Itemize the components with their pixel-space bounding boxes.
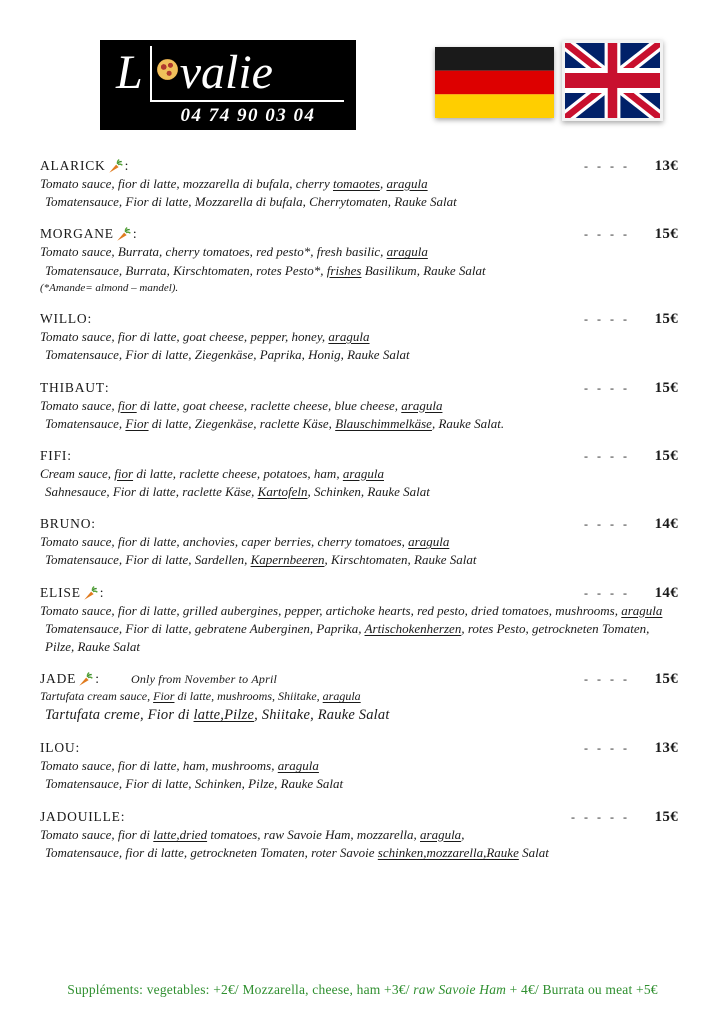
- underlined-text: aragula: [621, 602, 663, 618]
- menu-item-colon: :: [132, 226, 137, 242]
- menu-item-header: [40, 671, 678, 688]
- carrot-icon: [83, 586, 98, 601]
- restaurant-logo: [100, 40, 356, 130]
- logo-word-rest: valie: [179, 46, 273, 100]
- underlined-text: latte,Pilze: [193, 707, 255, 723]
- description-line: [40, 328, 678, 346]
- text-segment: di latte, Ziegenkäse, raclette Käse,: [148, 415, 336, 431]
- text-segment: Basilikum, Rauke Salat: [361, 262, 486, 278]
- text-segment: Tomato sauce,: [40, 397, 118, 413]
- underlined-text: aragula: [386, 176, 428, 191]
- text-segment: Tartufata cream sauce,: [40, 689, 154, 704]
- underlined-text: aragula: [277, 758, 319, 774]
- text-segment: , Rauke Salat.: [431, 415, 505, 431]
- menu-item-header: [40, 585, 678, 602]
- menu-item-header: [40, 158, 678, 175]
- menu-item-name: JADE: [40, 671, 77, 687]
- german-flag-image: [435, 47, 554, 118]
- footer-segment: Suppléments: vegetables: +2€/ Mozzarella, cheese, ham +3€/: [67, 982, 414, 997]
- description-line: [40, 397, 678, 415]
- underlined-text: fior: [114, 465, 134, 481]
- description-line: [40, 844, 678, 862]
- underlined-text: Fior: [153, 689, 175, 704]
- price-dashes: - - - -: [584, 448, 630, 463]
- menu-item-header: [40, 448, 678, 465]
- menu-item-colon: :: [120, 808, 125, 824]
- menu-item-name: FIFI: [40, 447, 68, 463]
- text-segment: Tomatensauce,: [45, 415, 126, 431]
- menu-item-header: [40, 380, 678, 397]
- footer-text: [67, 982, 658, 997]
- text-segment: di latte, raclette cheese, potatoes, ham,: [133, 465, 343, 481]
- logo-letter-l: L: [116, 46, 143, 100]
- text-segment: tomatoes, raw Savoie Ham, mozzarella,: [207, 826, 421, 842]
- description-line: [40, 826, 678, 844]
- menu-item-header: [40, 516, 678, 533]
- underlined-text: aragula: [401, 397, 443, 413]
- menu-item-name: ELISE: [40, 584, 81, 600]
- menu-item-header: [40, 311, 678, 328]
- menu-item: [40, 585, 678, 657]
- menu-item-price: 15€: [654, 808, 678, 825]
- underlined-text: tomaotes: [332, 176, 380, 191]
- text-segment: ,: [379, 176, 387, 191]
- description-line: [40, 483, 678, 501]
- description-line: [40, 415, 678, 433]
- menu-item-price: 15€: [654, 226, 678, 243]
- price-dashes: - - - - -: [571, 809, 630, 824]
- description-line: [40, 346, 678, 364]
- text-segment: , Kirschtomaten, Rauke Salat: [324, 552, 477, 568]
- underlined-text: Artischokenherzen: [364, 620, 462, 636]
- text-segment: Tomato sauce, fior di: [40, 826, 154, 842]
- description-line: [40, 551, 678, 569]
- price-dashes: - - - -: [584, 227, 630, 242]
- menu-item-name: ALARICK: [40, 158, 106, 173]
- text-segment: Tartufata creme, Fior di: [45, 707, 194, 723]
- footer-segment: + 4€/ Burrata ou meat +5€: [506, 982, 658, 997]
- text-segment: Cream sauce,: [40, 465, 115, 481]
- description-line: [40, 193, 678, 211]
- menu-item-price: 15€: [654, 447, 678, 464]
- description-line: [40, 775, 678, 793]
- menu-item: [40, 380, 678, 433]
- underlined-text: frishes: [326, 262, 362, 278]
- text-segment: Salat: [518, 844, 549, 860]
- logo-divider: [150, 46, 152, 102]
- menu-item-colon: :: [67, 447, 71, 463]
- footer-segment: raw Savoie Ham: [413, 982, 507, 997]
- text-segment: Tomatensauce, Fior di latte, Ziegenkäse, Paprika, Honig, Rauke Salat: [45, 347, 410, 363]
- footer-supplements: [0, 982, 725, 998]
- menu-item-name: JADOUILLE: [40, 808, 121, 824]
- text-segment: Tomatensauce, fior di latte, getrockneten Tomaten, roter Savoie: [45, 844, 378, 860]
- carrot-icon: [116, 227, 131, 242]
- menu-item-name: ILOU: [40, 740, 76, 756]
- logo-wordmark: [116, 44, 344, 100]
- text-segment: (*Amande= almond – mandel).: [40, 281, 179, 294]
- menu-item-colon: :: [95, 671, 99, 687]
- text-segment: ,: [461, 826, 465, 842]
- price-dashes: - - - -: [584, 312, 630, 327]
- menu-item-name: THIBAUT: [40, 379, 105, 395]
- menu-item: [40, 311, 678, 364]
- description-line: [40, 243, 678, 261]
- underlined-text: fior: [117, 397, 137, 413]
- logo-phone-row: [152, 100, 344, 127]
- price-dashes: - - - -: [584, 672, 630, 687]
- menu-item-colon: :: [104, 379, 109, 395]
- page-header: [0, 38, 725, 138]
- menu-item-header: [40, 809, 678, 826]
- menu-item-price: 14€: [654, 516, 678, 533]
- description-line: [40, 602, 678, 620]
- text-segment: , Shiitake, Rauke Salat: [254, 707, 390, 723]
- menu-item: [40, 226, 678, 296]
- description-line: [40, 688, 678, 705]
- text-segment: Tomato sauce, fior di latte, goat cheese, pepper, honey,: [40, 329, 329, 345]
- text-segment: Tomatensauce, Fior di latte, Mozzarella di bufala, Cherrytomaten, Rauke Salat: [45, 194, 457, 210]
- menu-item-colon: :: [99, 584, 104, 600]
- underlined-text: aragula: [342, 465, 384, 481]
- description-line: [40, 465, 678, 483]
- description-line: [40, 620, 678, 656]
- description-line: [40, 281, 678, 296]
- underlined-text: Blauschimmelkäse: [335, 415, 432, 431]
- menu-item-colon: :: [124, 158, 129, 173]
- carrot-icon: [108, 159, 123, 174]
- description-line: [40, 175, 678, 193]
- menu-item: [40, 158, 678, 211]
- menu-list: [40, 158, 678, 877]
- text-segment: di latte, goat cheese, raclette cheese, blue cheese,: [136, 397, 402, 413]
- text-segment: Tomatensauce, Fior di latte, Schinken, Pilze, Rauke Salat: [45, 776, 344, 792]
- season-note: Only from November to April: [130, 672, 278, 687]
- menu-item-colon: :: [87, 311, 92, 327]
- text-segment: di latte, mushrooms, Shiitake,: [174, 689, 323, 704]
- menu-item: [40, 448, 678, 501]
- menu-item-price: 14€: [654, 584, 678, 601]
- underlined-text: Kapernbeeren: [250, 552, 325, 568]
- menu-item-colon: :: [91, 516, 96, 532]
- price-dashes: - - - -: [584, 159, 630, 173]
- underlined-text: Fior: [125, 415, 149, 431]
- menu-item: [40, 809, 678, 862]
- description-line: [40, 262, 678, 280]
- text-segment: Tomatensauce, Fior di latte, gebratene Auberginen, Paprika,: [45, 620, 365, 636]
- text-segment: Tomato sauce, fior di latte, ham, mushrooms,: [40, 758, 278, 774]
- menu-item: [40, 516, 678, 569]
- text-segment: Sahnesauce, Fior di latte, raclette Käse,: [45, 484, 258, 500]
- underlined-text: aragula: [322, 689, 361, 704]
- price-dashes: - - - -: [584, 585, 630, 600]
- menu-item-name: BRUNO: [40, 516, 92, 532]
- text-segment: Tomato sauce, Burrata, cherry tomatoes, red pesto*, fresh basilic,: [40, 244, 387, 260]
- text-segment: Tomato sauce, fior di latte, grilled aubergines, pepper, artichoke hearts, red pesto, dried tomatoes, mushrooms,: [40, 602, 622, 618]
- menu-item: [40, 740, 678, 793]
- underlined-text: aragula: [408, 534, 450, 550]
- text-segment: , Schinken, Rauke Salat: [307, 484, 430, 500]
- underlined-text: Kartofeln: [257, 484, 308, 500]
- text-segment: Tomatensauce, Fior di latte, Sardellen,: [45, 552, 251, 568]
- menu-item-price: 13€: [654, 158, 678, 174]
- price-dashes: - - - -: [584, 380, 630, 395]
- description-line: [40, 533, 678, 551]
- price-dashes: - - - -: [584, 517, 630, 532]
- text-segment: Tomato sauce, fior di latte, anchovies, caper berries, cherry tomatoes,: [40, 534, 409, 550]
- underlined-text: aragula: [386, 244, 428, 260]
- menu-item-price: 15€: [654, 379, 678, 396]
- pizza-icon: [157, 59, 178, 80]
- uk-flag-image: [562, 40, 663, 121]
- price-dashes: - - - -: [584, 741, 630, 756]
- menu-item-header: [40, 226, 678, 243]
- underlined-text: latte,dried: [153, 826, 208, 842]
- description-line: [40, 757, 678, 775]
- menu-item-name: WILLO: [40, 311, 88, 327]
- underlined-text: aragula: [420, 826, 462, 842]
- text-segment: Tomato sauce, fior di latte, mozzarella di bufala, cherry: [40, 176, 333, 191]
- carrot-icon: [78, 672, 93, 687]
- menu-item: [40, 671, 678, 725]
- menu-item-name: MORGANE: [40, 226, 114, 242]
- text-segment: , rotes Pesto, getrockneten Tomaten, Pilze, Rauke Salat: [45, 620, 650, 655]
- underlined-text: schinken,mozzarella,Rauke: [377, 844, 519, 860]
- phone-number: 04 74 90 03 04: [180, 105, 316, 126]
- menu-item-price: 15€: [654, 311, 678, 328]
- menu-item-price: 15€: [654, 671, 678, 688]
- underlined-text: aragula: [328, 329, 370, 345]
- description-line: [40, 705, 678, 725]
- menu-item-price: 13€: [654, 740, 678, 757]
- menu-item-colon: :: [75, 740, 80, 756]
- text-segment: Tomatensauce, Burrata, Kirschtomaten, rotes Pesto*,: [45, 262, 327, 278]
- menu-item-header: [40, 740, 678, 757]
